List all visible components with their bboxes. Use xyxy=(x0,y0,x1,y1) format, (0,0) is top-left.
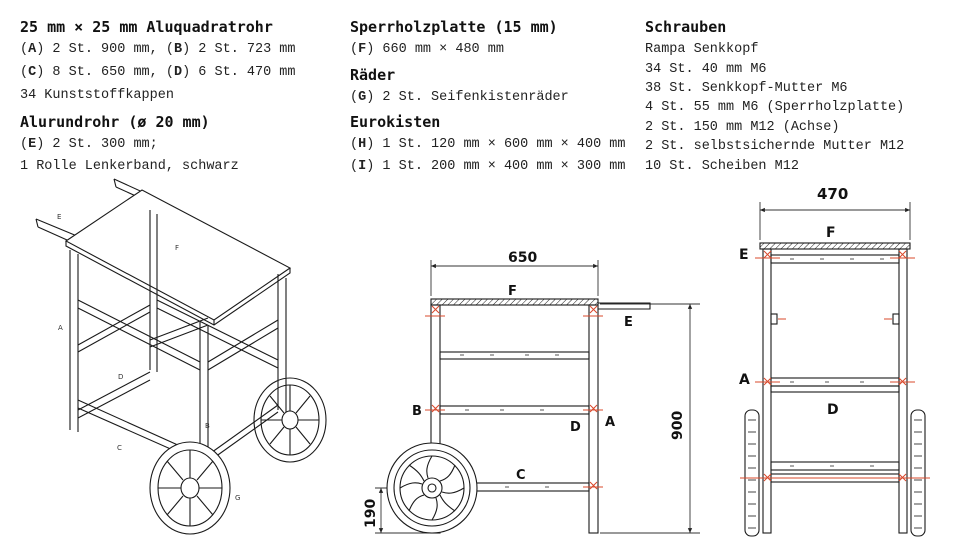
parts-line-h: (H) 1 St. 120 mm × 600 mm × 400 mm xyxy=(350,137,626,152)
part-letter-e: E xyxy=(28,137,37,152)
part-h-text: 1 St. 120 mm × 600 mm × 400 mm xyxy=(374,137,626,152)
front-label-d: D xyxy=(827,402,839,418)
side-wheel xyxy=(387,443,477,533)
screw-line-1: Rampa Senkkopf xyxy=(645,42,759,57)
isometric-cart-view xyxy=(36,179,326,534)
screw-line-4: 4 St. 55 mm M6 (Sperrholzplatte) xyxy=(645,100,905,115)
parts-line-a-b: (A) 2 St. 900 mm, (B) 2 St. 723 mm xyxy=(20,42,296,57)
part-g-text: 2 St. Seifenkistenräder xyxy=(374,90,569,105)
part-i-text: 1 St. 200 mm × 400 mm × 300 mm xyxy=(374,159,626,174)
iso-rails xyxy=(78,300,278,462)
part-letter-a: A xyxy=(28,42,37,57)
parts-line-f: (F) 660 mm × 480 mm xyxy=(350,42,504,57)
iso-wheel-back xyxy=(254,378,326,462)
parts-line-kappen: 34 Kunststoffkappen xyxy=(20,88,174,103)
heading-schrauben: Schrauben xyxy=(645,18,727,36)
front-view xyxy=(740,202,930,536)
part-letter-d: D xyxy=(173,65,183,80)
screw-line-7: 10 St. Scheiben M12 xyxy=(645,159,799,174)
side-label-a: A xyxy=(605,415,616,430)
screw-line-6: 2 St. selbstsichernde Mutter M12 xyxy=(645,139,905,154)
side-dim-wheel-label: 190 xyxy=(363,498,379,528)
side-dim-height-label: 900 xyxy=(670,410,686,440)
part-letter-i: I xyxy=(358,159,367,174)
iso-label-c: C xyxy=(117,444,122,452)
side-plate-f xyxy=(431,299,598,305)
iso-label-f: F xyxy=(175,244,180,252)
heading-aluquadratrohr: 25 mm × 25 mm Aluquadratrohr xyxy=(20,18,273,36)
screw-line-2: 34 St. 40 mm M6 xyxy=(645,62,767,77)
heading-raeder: Räder xyxy=(350,66,396,84)
side-label-c: C xyxy=(516,468,526,483)
part-letter-h: H xyxy=(358,137,367,152)
front-plate-f xyxy=(760,243,910,249)
parts-line-e: (E) 2 St. 300 mm; xyxy=(20,137,158,152)
side-label-f: F xyxy=(508,284,517,299)
parts-line-lenkerband: 1 Rolle Lenkerband, schwarz xyxy=(20,159,239,174)
side-label-e: E xyxy=(624,315,633,330)
iso-label-e: E xyxy=(57,213,62,221)
iso-label-b: B xyxy=(205,422,210,430)
side-label-b: B xyxy=(412,404,422,419)
part-letter-b: B xyxy=(173,42,183,57)
part-d-text: 6 St. 470 mm xyxy=(190,65,296,80)
part-c-text: 8 St. 650 mm, xyxy=(44,65,166,80)
screw-line-5: 2 St. 150 mm M12 (Achse) xyxy=(645,120,840,135)
iso-label-g: G xyxy=(235,494,241,502)
front-label-e: E xyxy=(739,247,749,263)
front-wheel-left xyxy=(745,410,759,536)
iso-plate-f xyxy=(66,190,290,325)
part-b-text: 2 St. 723 mm xyxy=(190,42,296,57)
side-dim-width-label: 650 xyxy=(508,250,538,266)
part-letter-f: F xyxy=(358,42,367,57)
front-dim-width-label: 470 xyxy=(817,185,849,203)
side-leg-back xyxy=(589,305,598,533)
heading-sperrholzplatte: Sperrholzplatte (15 mm) xyxy=(350,18,558,36)
front-label-a: A xyxy=(739,372,750,388)
front-view-labels xyxy=(739,185,848,418)
side-rail-middle xyxy=(440,406,589,414)
iso-label-a: A xyxy=(58,324,63,332)
front-screw-marks xyxy=(740,251,930,481)
front-bracket-left xyxy=(771,314,777,324)
side-label-d: D xyxy=(570,420,581,435)
heading-eurokisten: Eurokisten xyxy=(350,113,441,131)
parts-line-i: (I) 1 St. 200 mm × 400 mm × 300 mm xyxy=(350,159,626,174)
front-rail-mid-b xyxy=(771,386,899,392)
part-letter-c: C xyxy=(28,65,37,80)
front-bracket-right xyxy=(893,314,899,324)
parts-line-c-d: (C) 8 St. 650 mm, (D) 6 St. 470 mm xyxy=(20,65,296,80)
front-leg-left xyxy=(763,249,771,533)
heading-alurundrohr: Alurundrohr (ø 20 mm) xyxy=(20,113,210,131)
parts-line-g: (G) 2 St. Seifenkistenräder xyxy=(350,90,569,105)
side-view xyxy=(375,260,700,533)
part-a-text: 2 St. 900 mm, xyxy=(44,42,166,57)
front-wheel-right xyxy=(911,410,925,536)
iso-wheel-front xyxy=(150,442,230,534)
part-e-text: 2 St. 300 mm; xyxy=(44,137,158,152)
iso-label-d: D xyxy=(118,373,124,381)
part-letter-g: G xyxy=(358,90,367,105)
front-leg-right xyxy=(899,249,907,533)
front-label-f: F xyxy=(826,225,836,241)
part-f-text: 660 mm × 480 mm xyxy=(374,42,504,57)
screw-line-3: 38 St. Senkkopf-Mutter M6 xyxy=(645,81,848,96)
